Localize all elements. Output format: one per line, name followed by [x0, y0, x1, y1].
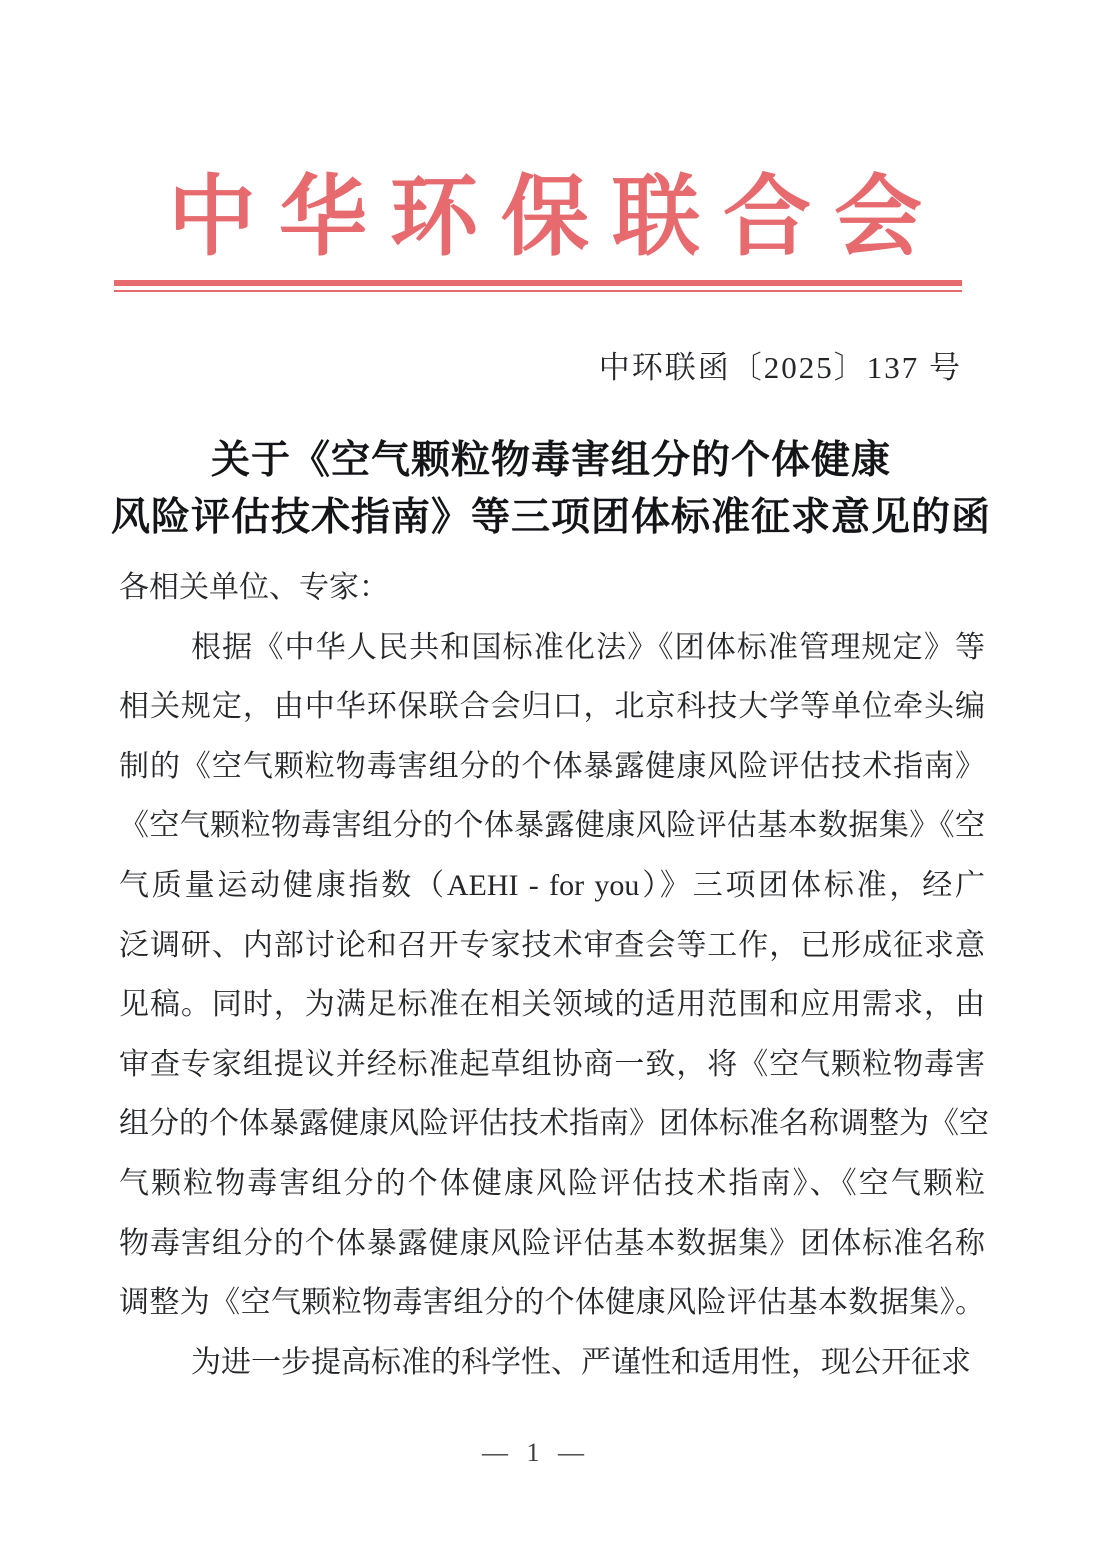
letter-body [119, 558, 989, 1392]
body-line: 物毒害组分的个体暴露健康风险评估基本数据集》团体标准名称 [119, 1226, 985, 1260]
body-line: 根据《中华人民共和国标准化法》《团体标准管理规定》等 [191, 630, 985, 664]
body-line: 见稿。同时，为满足标准在相关领域的适用范围和应用需求，由 [119, 988, 985, 1022]
body-line: 审查专家组提议并经标准起草组协商一致，将《空气颗粒物毒害 [119, 1047, 985, 1081]
divider-thin-line [114, 290, 962, 292]
divider-thick-line [114, 280, 962, 286]
body-line: 气颗粒物毒害组分的个体健康风险评估技术指南》、《空气颗粒 [119, 1166, 985, 1200]
letterhead-org-name: 中 华 环 保 联 合 会 [168, 170, 922, 267]
body-line: 相关规定，由中华环保联合会归口，北京科技大学等单位牵头编 [119, 690, 985, 724]
document-title-line2: 风险评估技术指南》等三项团体标准征求意见的函 [110, 496, 991, 539]
letterhead-divider [114, 280, 962, 292]
body-line: 调整为《空气颗粒物毒害组分的个体健康风险评估基本数据集》。 [119, 1286, 985, 1320]
body-line: 为进一步提高标准的科学性、严谨性和适用性，现公开征求 [191, 1345, 971, 1379]
body-line: 组分的个体暴露健康风险评估技术指南》团体标准名称调整为《空 [119, 1107, 989, 1141]
salutation: 各相关单位、专家： [119, 571, 389, 604]
page-number: — 1 — [482, 1438, 590, 1467]
document-number: 中环联函〔2025〕137 号 [598, 350, 962, 385]
body-line: 泛调研、内部讨论和召开专家技术审查会等工作，已形成征求意 [119, 928, 985, 962]
document-title-line1: 关于《空气颗粒物毒害组分的个体健康 [210, 439, 891, 482]
document-title [0, 432, 1102, 546]
body-line: 制的《空气颗粒物毒害组分的个体暴露健康风险评估技术指南》 [119, 749, 985, 783]
body-line: 气质量运动健康指数（AEHI - for you）》三项团体标准，经广 [119, 868, 985, 902]
body-line: 《空气颗粒物毒害组分的个体暴露健康风险评估基本数据集》《空 [119, 809, 985, 843]
